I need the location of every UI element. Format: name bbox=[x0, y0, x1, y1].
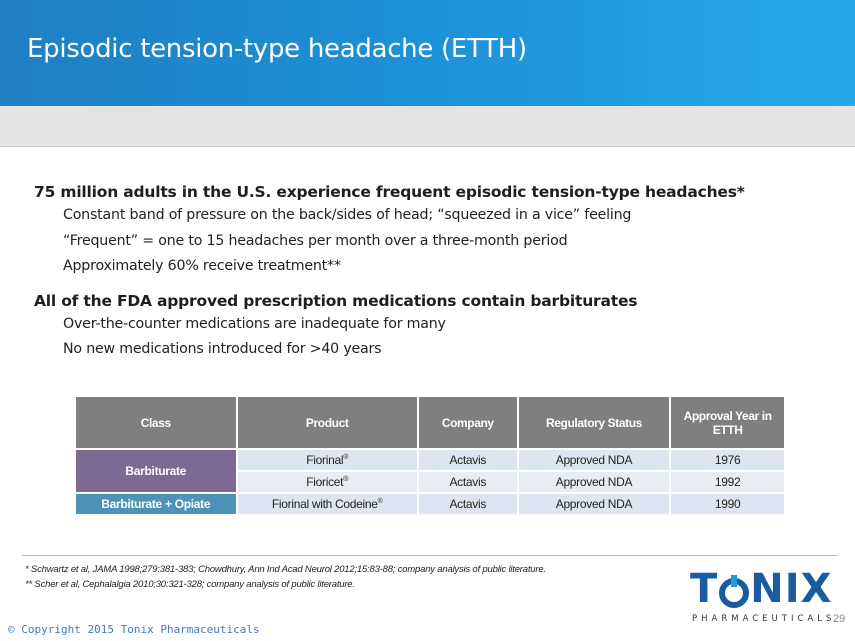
footnote: ** Scher et al, Cephalalgia 2010;30:321-328; company analysis of public literature. bbox=[25, 579, 355, 590]
year-cell: 1992 bbox=[670, 471, 785, 493]
header-approval-year: Approval Year in ETTH bbox=[670, 396, 785, 449]
bullet-group bbox=[34, 181, 844, 280]
product-cell bbox=[237, 493, 418, 515]
footnote-divider bbox=[22, 555, 837, 556]
table-row bbox=[75, 449, 785, 471]
product-cell bbox=[237, 471, 418, 493]
tonix-logo bbox=[690, 566, 836, 626]
class-cell-barbiturate-opiate: Barbiturate + Opiate bbox=[75, 493, 237, 515]
logo-letters: NIX bbox=[750, 566, 833, 612]
bullet-list bbox=[34, 181, 844, 363]
header-product: Product bbox=[237, 396, 418, 449]
logo-wordmark bbox=[690, 566, 833, 612]
status-cell: Approved NDA bbox=[518, 471, 671, 493]
footnotes bbox=[25, 562, 546, 592]
page-number: 29 bbox=[833, 613, 846, 625]
bullet-item: Over-the-counter medications are inadequate for many bbox=[63, 315, 446, 332]
product-cell bbox=[237, 449, 418, 471]
logo-letter: T bbox=[690, 566, 719, 612]
header-regulatory-status: Regulatory Status bbox=[518, 396, 671, 449]
logo-subtitle: PHARMACEUTICALS bbox=[692, 614, 836, 624]
bullet-heading: 75 million adults in the U.S. experience frequent episodic tension-type headaches* bbox=[34, 183, 745, 201]
class-cell-barbiturate: Barbiturate bbox=[75, 449, 237, 493]
bullet-item: No new medications introduced for >40 years bbox=[63, 341, 382, 357]
bullet-heading: All of the FDA approved prescription medications contain barbiturates bbox=[34, 291, 638, 310]
bullet-item: Approximately 60% receive treatment** bbox=[63, 258, 341, 274]
header-band bbox=[0, 106, 855, 146]
registered-mark: ® bbox=[377, 498, 383, 505]
bullet-item: Constant band of pressure on the back/sides of head; “squeezed in a vice” feeling bbox=[63, 207, 632, 223]
company-cell: Actavis bbox=[418, 471, 518, 493]
slide-title: Episodic tension-type headache (ETTH) bbox=[27, 34, 527, 64]
product-name: Fiorinal bbox=[306, 453, 344, 467]
registered-mark: ® bbox=[343, 454, 349, 461]
company-cell: Actavis bbox=[418, 449, 518, 471]
year-cell: 1976 bbox=[670, 449, 785, 471]
slide-header bbox=[0, 0, 855, 106]
power-icon bbox=[719, 578, 749, 608]
copyright: © Copyright 2015 Tonix Pharmaceuticals bbox=[8, 623, 260, 636]
bullet-group bbox=[34, 290, 844, 363]
status-cell: Approved NDA bbox=[518, 449, 671, 471]
table-header-row bbox=[75, 396, 785, 449]
registered-mark: ® bbox=[343, 476, 349, 483]
year-cell: 1990 bbox=[670, 493, 785, 515]
header-company: Company bbox=[418, 396, 518, 449]
table-row bbox=[75, 493, 785, 515]
product-name: Fioricet bbox=[306, 475, 344, 489]
company-cell: Actavis bbox=[418, 493, 518, 515]
product-name: Fiorinal with Codeine bbox=[271, 497, 378, 511]
header-divider bbox=[0, 146, 855, 147]
header-class: Class bbox=[75, 396, 237, 449]
bullet-item: “Frequent” = one to 15 headaches per month over a three-month period bbox=[63, 232, 568, 249]
status-cell: Approved NDA bbox=[518, 493, 671, 515]
medications-table bbox=[74, 395, 786, 516]
footnote: * Schwartz et al, JAMA 1998;279:381-383; Chowdhury, Ann Ind Acad Neurol 2012;15:83-88; company analysis of public literature. bbox=[25, 564, 546, 575]
